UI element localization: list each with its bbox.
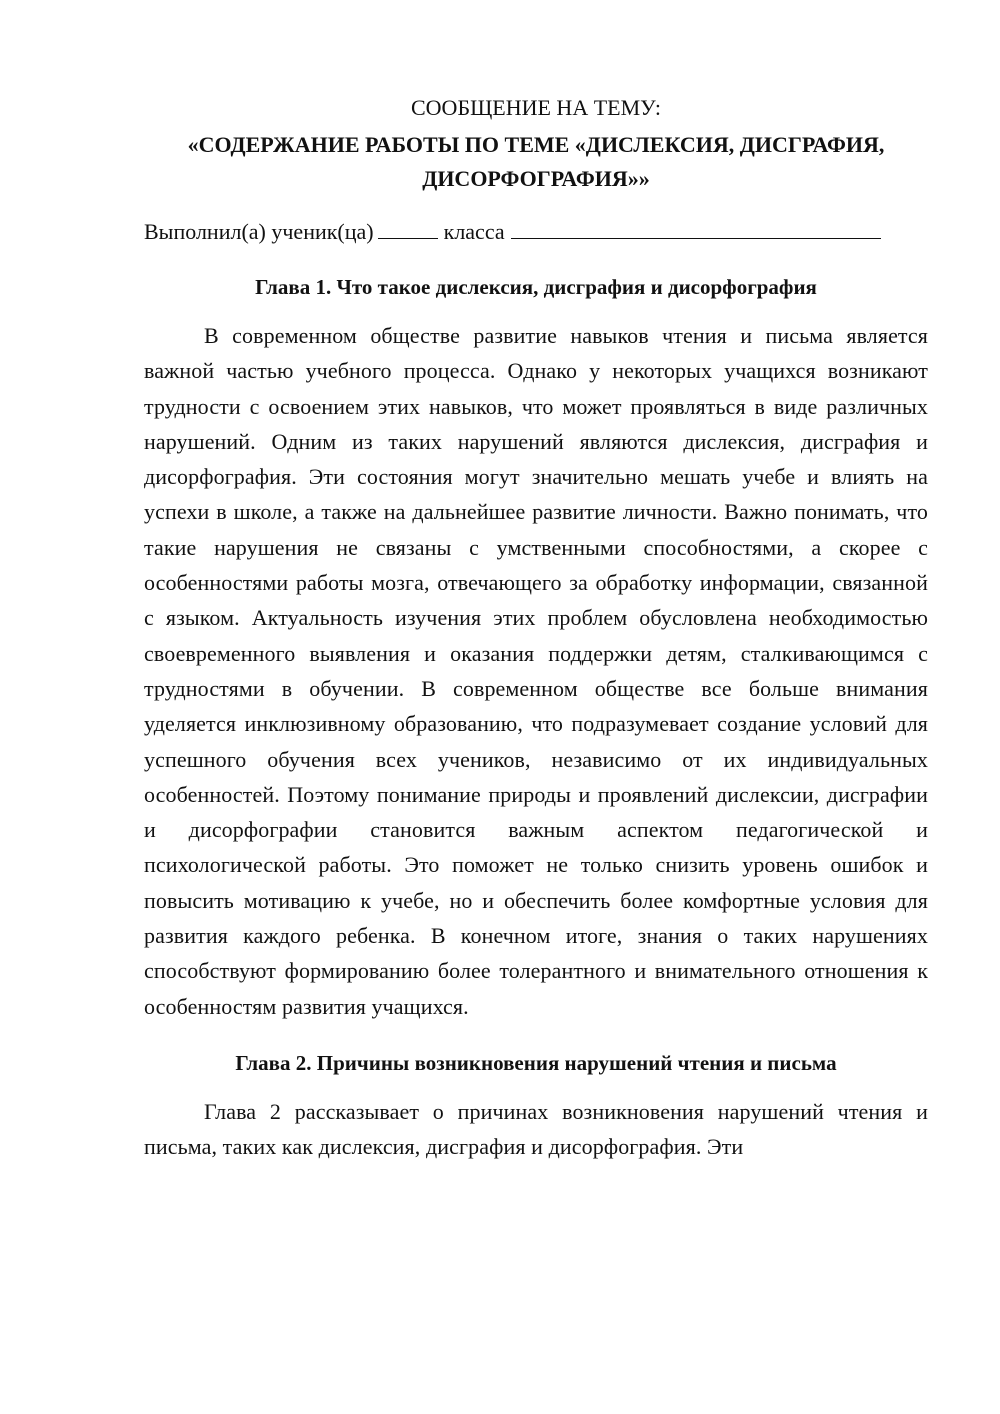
chapter-2-heading: Глава 2. Причины возникновения нарушений чтения и письма	[235, 1050, 837, 1075]
chapter-1-heading: Глава 1. Что такое дислексия, дисграфия и дисорфография	[255, 275, 817, 299]
document-header: СООБЩЕНИЕ НА ТЕМУ:	[411, 95, 661, 120]
class-label: класса	[443, 219, 505, 244]
class-number-blank[interactable]	[378, 220, 438, 239]
author-prefix: Выполнил(а) ученик(ца)	[144, 219, 374, 244]
document-page	[144, 90, 928, 1165]
author-line	[144, 214, 928, 250]
student-name-blank[interactable]	[511, 220, 881, 239]
chapter-2-paragraph: Глава 2 рассказывает о причинах возникновения нарушений чтения и письма, таких как дислексия, дисграфия и дисорфография. Эти	[144, 1098, 928, 1160]
document-title: «СОДЕРЖАНИЕ РАБОТЫ ПО ТЕМЕ «ДИСЛЕКСИЯ, ДИСГРАФИЯ, ДИСОРФОГРАФИЯ»»	[187, 132, 885, 191]
chapter-1-paragraph: В современном обществе развитие навыков чтения и письма является важной частью учебного процесса. Однако у некоторых учащихся возникают трудности с освоением этих навыков, что может проявляться в виде различных нарушений. Одним из таких нарушений являются дислексия, дисграфия и дисорфография. Эти состояния могут значительно мешать учебе и влиять на успехи в школе, а также на дальнейшее развитие личности. Важно понимать, что такие нарушения не связаны с умственными способностями, а скорее с особенностями работы мозга, отвечающего за обработку информации, связанной с языком. Актуальность изучения этих проблем обусловлена необходимостью своевременного выявления и оказания поддержки детям, сталкивающимся с трудностями в обучении. В современном обществе все больше внимания уделяется инклюзивному образованию, что подразумевает создание условий для успешного обучения всех учеников, независимо от их индивидуальных особенностей. Поэтому понимание природы и проявлений дислексии, дисграфии и дисорфографии становится важным аспектом педагогической и психологической работы. Это поможет не только снизить уровень ошибок и повысить мотивацию к учебе, но и обеспечить более комфортные условия для развития каждого ребенка. В конечном итоге, знания о таких нарушениях способствуют формированию более толерантного и внимательного отношения к особенностям развития учащихся.	[144, 323, 928, 1019]
